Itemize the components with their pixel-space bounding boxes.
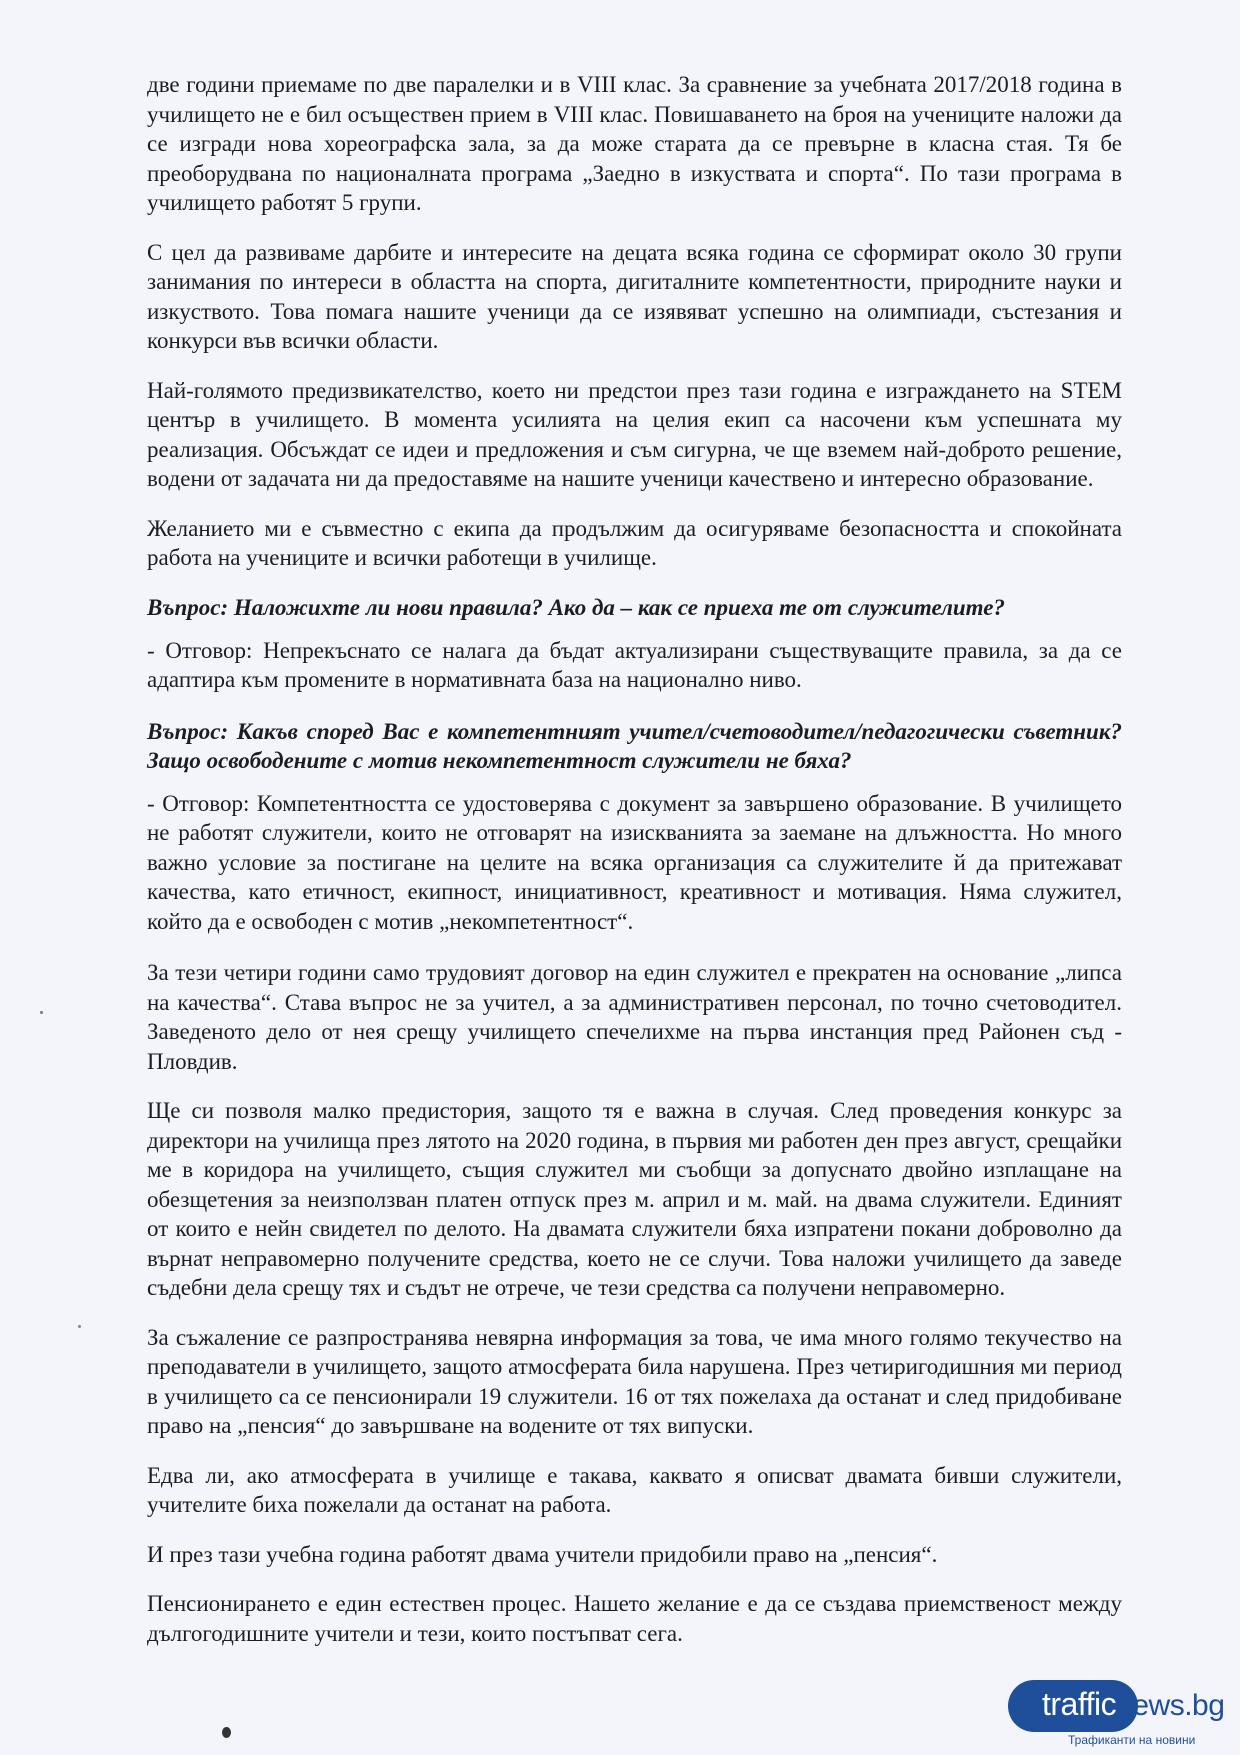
paragraph-interest-groups: С цел да развиваме дарбите и интересите на децата всяка година се сформират около 30 групи занимания по интереси в областта на спорта, дигиталните компетентности, природните науки и изкуството. Това помага нашите ученици да се изявяват успешно на олимпиади, състезания и конкурси във всички области. (147, 239, 1122, 353)
trafficnews-logo (1008, 1680, 1236, 1750)
paragraph-stem-center: Най-голямото предизвикателство, което ни предстои през тази година е изграждането на STEM център в училището. В момента усилията на целия екип са насочени към успешната му реализация. Обсъждат се идеи и предложения и съм сигурна, че ще вземем най-доброто решение, водени от задачата ни да предоставяме на нашите ученици качествено и интересно образование. (147, 377, 1122, 491)
answer-competence: - Отговор: Компетентността се удостоверява с документ за завършено образование. В училището не работят служители, които не отговарят на изискванията за заемане на длъжността. Но много важно условие за постигане на целите на всяка организация са служителите й да притежават качества, като етичност, екипност, инициативност, креативност и мотивация. Няма служител, който да е освободен с мотив „некомпетентност“. (147, 790, 1122, 934)
logo-tagline: Трафиканти на новини (1068, 1733, 1196, 1747)
answer-new-rules: - Отговор: Непрекъснато се налага да бъдат актуализирани съществуващите правила, за да се адаптира към промените в нормативната база на национално ниво. (147, 637, 1122, 692)
paragraph-continuity: Пенсионирането е един естествен процес. Нашето желание е да се създава приемственост между дългогодишните учители и тези, които постъпват сега. (147, 1591, 1122, 1646)
document-body (147, 70, 1122, 1668)
paragraph-staff-turnover: За съжаление се разпространява невярна информация за това, че има много голямо текучество на преподаватели в училището, защото атмосферата била нарушена. През четиригодишния ми период в училището са се пенсионирали 19 служители. 16 от тях пожелаха да останат и след придобиване право на „пенсия“ до завършване на водените от тях випуски. (147, 1324, 1122, 1438)
scan-speck (78, 1325, 81, 1328)
scan-speck (40, 1011, 43, 1014)
question-new-rules: Въпрос: Наложихте ли нови правила? Ако да – как се приеха те от служителите? (147, 594, 1005, 620)
paragraph-contract-termination: За тези четири години само трудовият договор на един служител е прекратен на основание „липса на качества“. Става въпрос не за учител, а за административен персонал, по точно счетоводител. Заведеното дело от нея срещу училището спечелихме на първа инстанция пред Районен съд - Пловдив. (147, 960, 1122, 1074)
logo-brand-traffic: traffic (1042, 1686, 1117, 1722)
scan-speck (222, 1727, 231, 1738)
paragraph-retired-teachers: И през тази учебна година работят двама учители придобили право на „пенсия“. (147, 1541, 938, 1567)
paragraph-background: Ще си позволя малко предистория, защото тя е важна в случая. След проведения конкурс за директори на училища през лятото на 2020 година, в първия ми работен ден през август, срещайки ме в коридора на училището, същия служител ми съобщи за допуснато двойно изплащане на обезщетения за неизползван платен отпуск през м. април и м. май. на двама служители. Единият от които е нейн свидетел по делото. На двамата служители бяха изпратени покани доброволно да върнат неправомерно получените средства, което не се случи. Това наложи училището да заведе съдебни дела срещу тях и съдът не отрече, че тези средства са получени неправомерно. (147, 1098, 1122, 1300)
question-competence: Въпрос: Какъв според Вас е компетентният учител/счетоводител/педагогически съветник? Защо освободените с мотив некомпетентност служители не бяха? (147, 718, 1122, 773)
paragraph-safety: Желанието ми е съвместно с екипа да продължим да осигуряваме безопасността и спокойната работа на учениците и всички работещи в училище. (147, 515, 1122, 570)
paragraph-atmosphere: Едва ли, ако атмосферата в училище е такава, каквато я описват двамата бивши служители, учителите биха пожелали да останат на работа. (147, 1462, 1122, 1517)
logo-brand-news: news.bg (1116, 1689, 1225, 1722)
paragraph-intro-classes: две години приемаме по две паралелки и в VIII клас. За сравнение за учебната 2017/2018 година в училището не е бил осъществен прием в VIII клас. Повишаването на броя на учениците наложи да се изгради нова хореографска зала, за да може старата да се превърне в класна стая. Тя бе преоборудвана по националната програма „Заедно в изкуствата и спорта“. По тази програма в училището работят 5 групи. (147, 72, 1122, 215)
logo-wordmark (1042, 1686, 1224, 1723)
